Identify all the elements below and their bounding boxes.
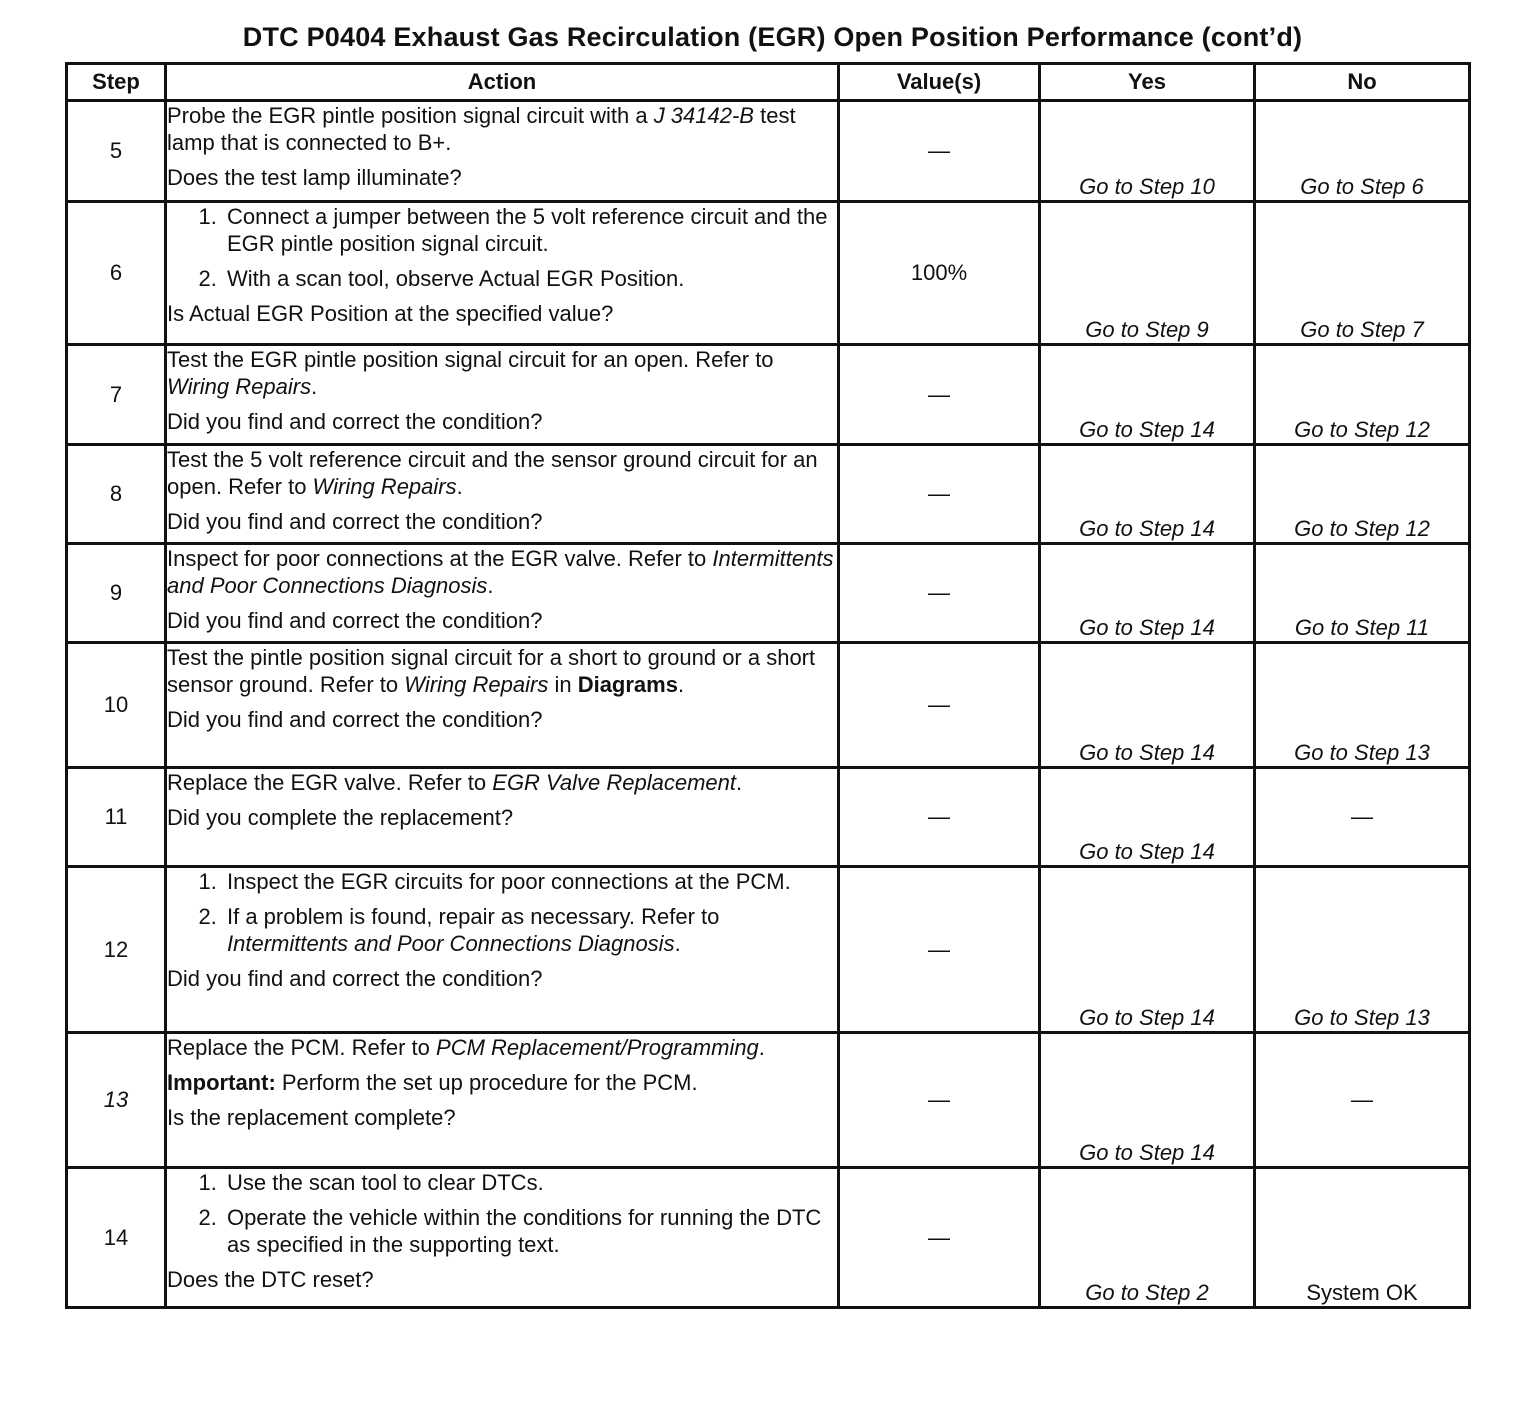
action-cell xyxy=(166,345,839,445)
header-values: Value(s) xyxy=(839,64,1040,101)
action-question: Is Actual EGR Position at the specified value? xyxy=(167,301,614,326)
no-cell: Go to Step 13 xyxy=(1255,867,1470,1033)
table-row xyxy=(67,544,1470,643)
value-cell: — xyxy=(839,101,1040,202)
step-number: 5 xyxy=(67,101,166,202)
table-row xyxy=(67,1033,1470,1168)
action-question: Did you find and correct the condition? xyxy=(167,608,543,633)
value-cell: 100% xyxy=(839,202,1040,345)
action-cell xyxy=(166,867,839,1033)
table-header-row xyxy=(67,64,1470,101)
no-cell: Go to Step 11 xyxy=(1255,544,1470,643)
yes-cell: Go to Step 14 xyxy=(1040,445,1255,544)
page-title: DTC P0404 Exhaust Gas Recirculation (EGR) Open Position Performance (cont’d) xyxy=(242,22,1303,52)
action-question: Did you find and correct the condition? xyxy=(167,966,543,991)
yes-cell: Go to Step 14 xyxy=(1040,867,1255,1033)
step-number: 13 xyxy=(67,1033,166,1168)
action-question: Did you complete the replacement? xyxy=(167,805,514,830)
value-cell: — xyxy=(839,445,1040,544)
action-cell xyxy=(166,1033,839,1168)
value-cell: — xyxy=(839,867,1040,1033)
action-step-item: 2. With a scan tool, observe Actual EGR Position. xyxy=(223,265,837,292)
diagnostic-table xyxy=(65,62,1471,1309)
table-row xyxy=(67,643,1470,768)
action-cell xyxy=(166,445,839,544)
no-cell: — xyxy=(1255,1033,1470,1168)
no-cell: Go to Step 13 xyxy=(1255,643,1470,768)
action-cell xyxy=(166,101,839,202)
header-step: Step xyxy=(67,64,166,101)
no-cell: Go to Step 12 xyxy=(1255,445,1470,544)
step-number: 11 xyxy=(67,768,166,867)
yes-cell: Go to Step 14 xyxy=(1040,345,1255,445)
step-number: 14 xyxy=(67,1168,166,1308)
important-note: Important: Perform the set up procedure for the PCM. xyxy=(167,1070,698,1095)
no-cell: Go to Step 6 xyxy=(1255,101,1470,202)
action-step-item: 1. Use the scan tool to clear DTCs. xyxy=(223,1169,837,1196)
action-steps xyxy=(167,203,837,292)
table-row xyxy=(67,768,1470,867)
action-question: Did you find and correct the condition? xyxy=(167,409,543,434)
yes-cell: Go to Step 14 xyxy=(1040,544,1255,643)
step-number: 10 xyxy=(67,643,166,768)
action-steps xyxy=(167,868,837,957)
step-number: 9 xyxy=(67,544,166,643)
action-step-item: 2. Operate the vehicle within the conditions for running the DTC as specified in the supporting text. xyxy=(223,1204,837,1258)
step-number: 12 xyxy=(67,867,166,1033)
action-cell xyxy=(166,1168,839,1308)
yes-cell: Go to Step 9 xyxy=(1040,202,1255,345)
action-text: Probe the EGR pintle position signal circuit with a J 34142-B test lamp that is connected to B+. xyxy=(167,103,796,155)
action-text: Replace the PCM. Refer to PCM Replacement/Programming. xyxy=(167,1035,765,1060)
action-steps xyxy=(167,1169,837,1258)
value-cell: — xyxy=(839,345,1040,445)
action-step-item: 1. Inspect the EGR circuits for poor connections at the PCM. xyxy=(223,868,837,895)
action-text: Replace the EGR valve. Refer to EGR Valve Replacement. xyxy=(167,770,743,795)
header-action: Action xyxy=(166,64,839,101)
action-cell xyxy=(166,544,839,643)
no-cell: — xyxy=(1255,768,1470,867)
value-cell: — xyxy=(839,643,1040,768)
action-text: Test the EGR pintle position signal circuit for an open. Refer to Wiring Repairs. xyxy=(167,347,774,399)
yes-cell: Go to Step 10 xyxy=(1040,101,1255,202)
value-cell: — xyxy=(839,1033,1040,1168)
yes-cell: Go to Step 2 xyxy=(1040,1168,1255,1308)
action-question: Does the test lamp illuminate? xyxy=(167,165,462,190)
table-row xyxy=(67,345,1470,445)
action-question: Does the DTC reset? xyxy=(167,1267,374,1292)
header-yes: Yes xyxy=(1040,64,1255,101)
value-cell: — xyxy=(839,1168,1040,1308)
step-number: 8 xyxy=(67,445,166,544)
yes-cell: Go to Step 14 xyxy=(1040,768,1255,867)
no-cell: Go to Step 7 xyxy=(1255,202,1470,345)
value-cell: — xyxy=(839,544,1040,643)
action-question: Is the replacement complete? xyxy=(167,1105,456,1130)
action-step-item: 2. If a problem is found, repair as necessary. Refer to Intermittents and Poor Connections Diagnosis. xyxy=(223,903,837,957)
no-cell: System OK xyxy=(1255,1168,1470,1308)
action-text: Inspect for poor connections at the EGR valve. Refer to Intermittents and Poor Connections Diagnosis. xyxy=(167,546,834,598)
action-text: Test the 5 volt reference circuit and the sensor ground circuit for an open. Refer to Wiring Repairs. xyxy=(167,447,818,499)
header-no: No xyxy=(1255,64,1470,101)
table-row xyxy=(67,867,1470,1033)
yes-cell: Go to Step 14 xyxy=(1040,1033,1255,1168)
action-cell xyxy=(166,768,839,867)
action-question: Did you find and correct the condition? xyxy=(167,707,543,732)
step-number: 6 xyxy=(67,202,166,345)
action-question: Did you find and correct the condition? xyxy=(167,509,543,534)
action-cell xyxy=(166,202,839,345)
step-number: 7 xyxy=(67,345,166,445)
action-text: Test the pintle position signal circuit for a short to ground or a short sensor ground. Refer to Wiring Repairs in Diagrams. xyxy=(167,645,816,697)
table-row xyxy=(67,101,1470,202)
action-cell xyxy=(166,643,839,768)
table-row xyxy=(67,202,1470,345)
table-row xyxy=(67,1168,1470,1308)
value-cell: — xyxy=(839,768,1040,867)
table-row xyxy=(67,445,1470,544)
no-cell: Go to Step 12 xyxy=(1255,345,1470,445)
yes-cell: Go to Step 14 xyxy=(1040,643,1255,768)
action-step-item: 1. Connect a jumper between the 5 volt reference circuit and the EGR pintle position signal circuit. xyxy=(223,203,837,257)
